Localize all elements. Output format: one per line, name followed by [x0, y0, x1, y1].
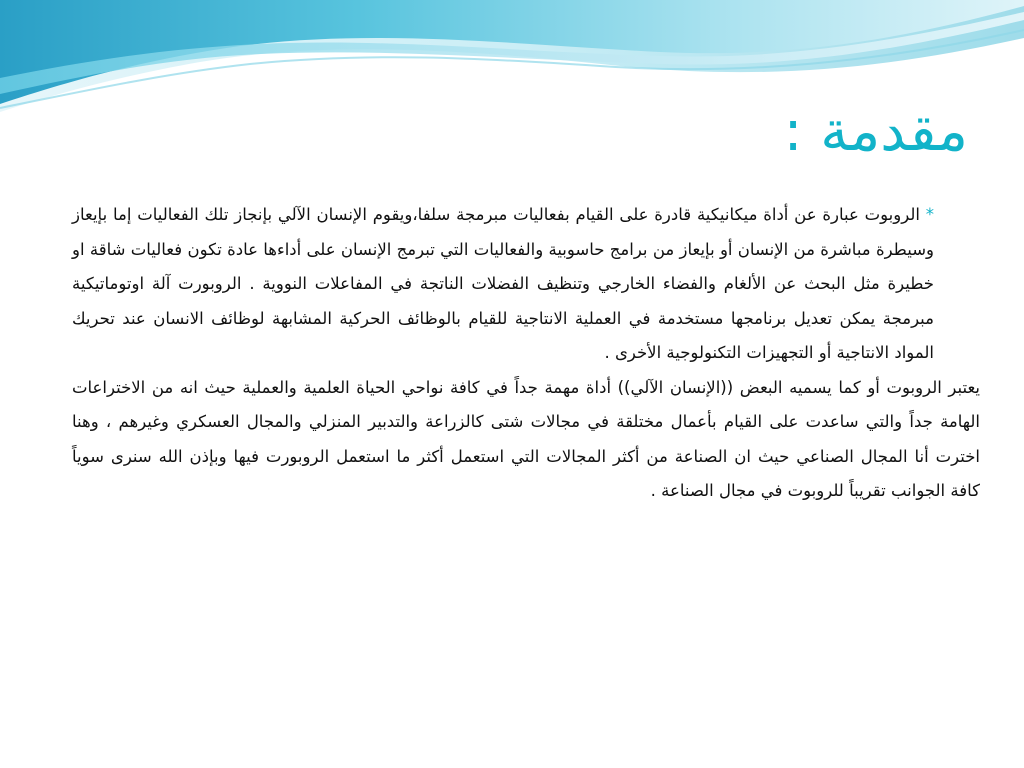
paragraph-1 [72, 198, 980, 371]
paragraph-2: يعتبر الروبوت أو كما يسميه البعض ((الإنسان الآلي)) أداة مهمة جداً في كافة نواحي الحياة العلمية والعملية حيث انه من الاختراعات الهامة جداً والتي ساعدت على القيام بأعمال مختلقة في مجالات شتى كالزراعة والتدبير المنزلي والمجال العسكري وغيرهم ، وهنا اخترت أنا المجال الصناعي حيث ان الصناعة من أكثر المجالات التي استعمل أكثر ما استعمل الروبورت فيها وبإذن الله سنرى سوياً كافة الجوانب تقريباً للروبوت في مجال الصناعة . [72, 377, 980, 500]
bullet-marker: * [925, 205, 934, 224]
paragraph-1-text: الروبوت عبارة عن أداة ميكانيكية قادرة على القيام بفعاليات مبرمجة سلفا،ويقوم الإنسان الآلي بإنجاز تلك الفعاليات إما بإيعاز وسيطرة مباشرة من الإنسان أو بإيعاز من برامج حاسوبية والفعاليات التي تبرمج الإنسان على أداءها عادة تكون فعاليات شاقة او خطيرة مثل البحث عن الألغام والفضاء الخارجي وتنظيف الفضلات الناتجة في المفاعلات النووية . الروبورت آلة اوتوماتيكية مبرمجة يمكن تعديل برنامجها مستخدمة في العملية الانتاجية للقيام بالوظائف الحركية المشابهة لوظائف الانسان عند تحريك المواد الانتاجية أو التجهيزات التكنولوجية الأخرى . [72, 205, 934, 362]
slide-body [72, 198, 980, 509]
slide-title: مقدمة : [783, 99, 968, 164]
